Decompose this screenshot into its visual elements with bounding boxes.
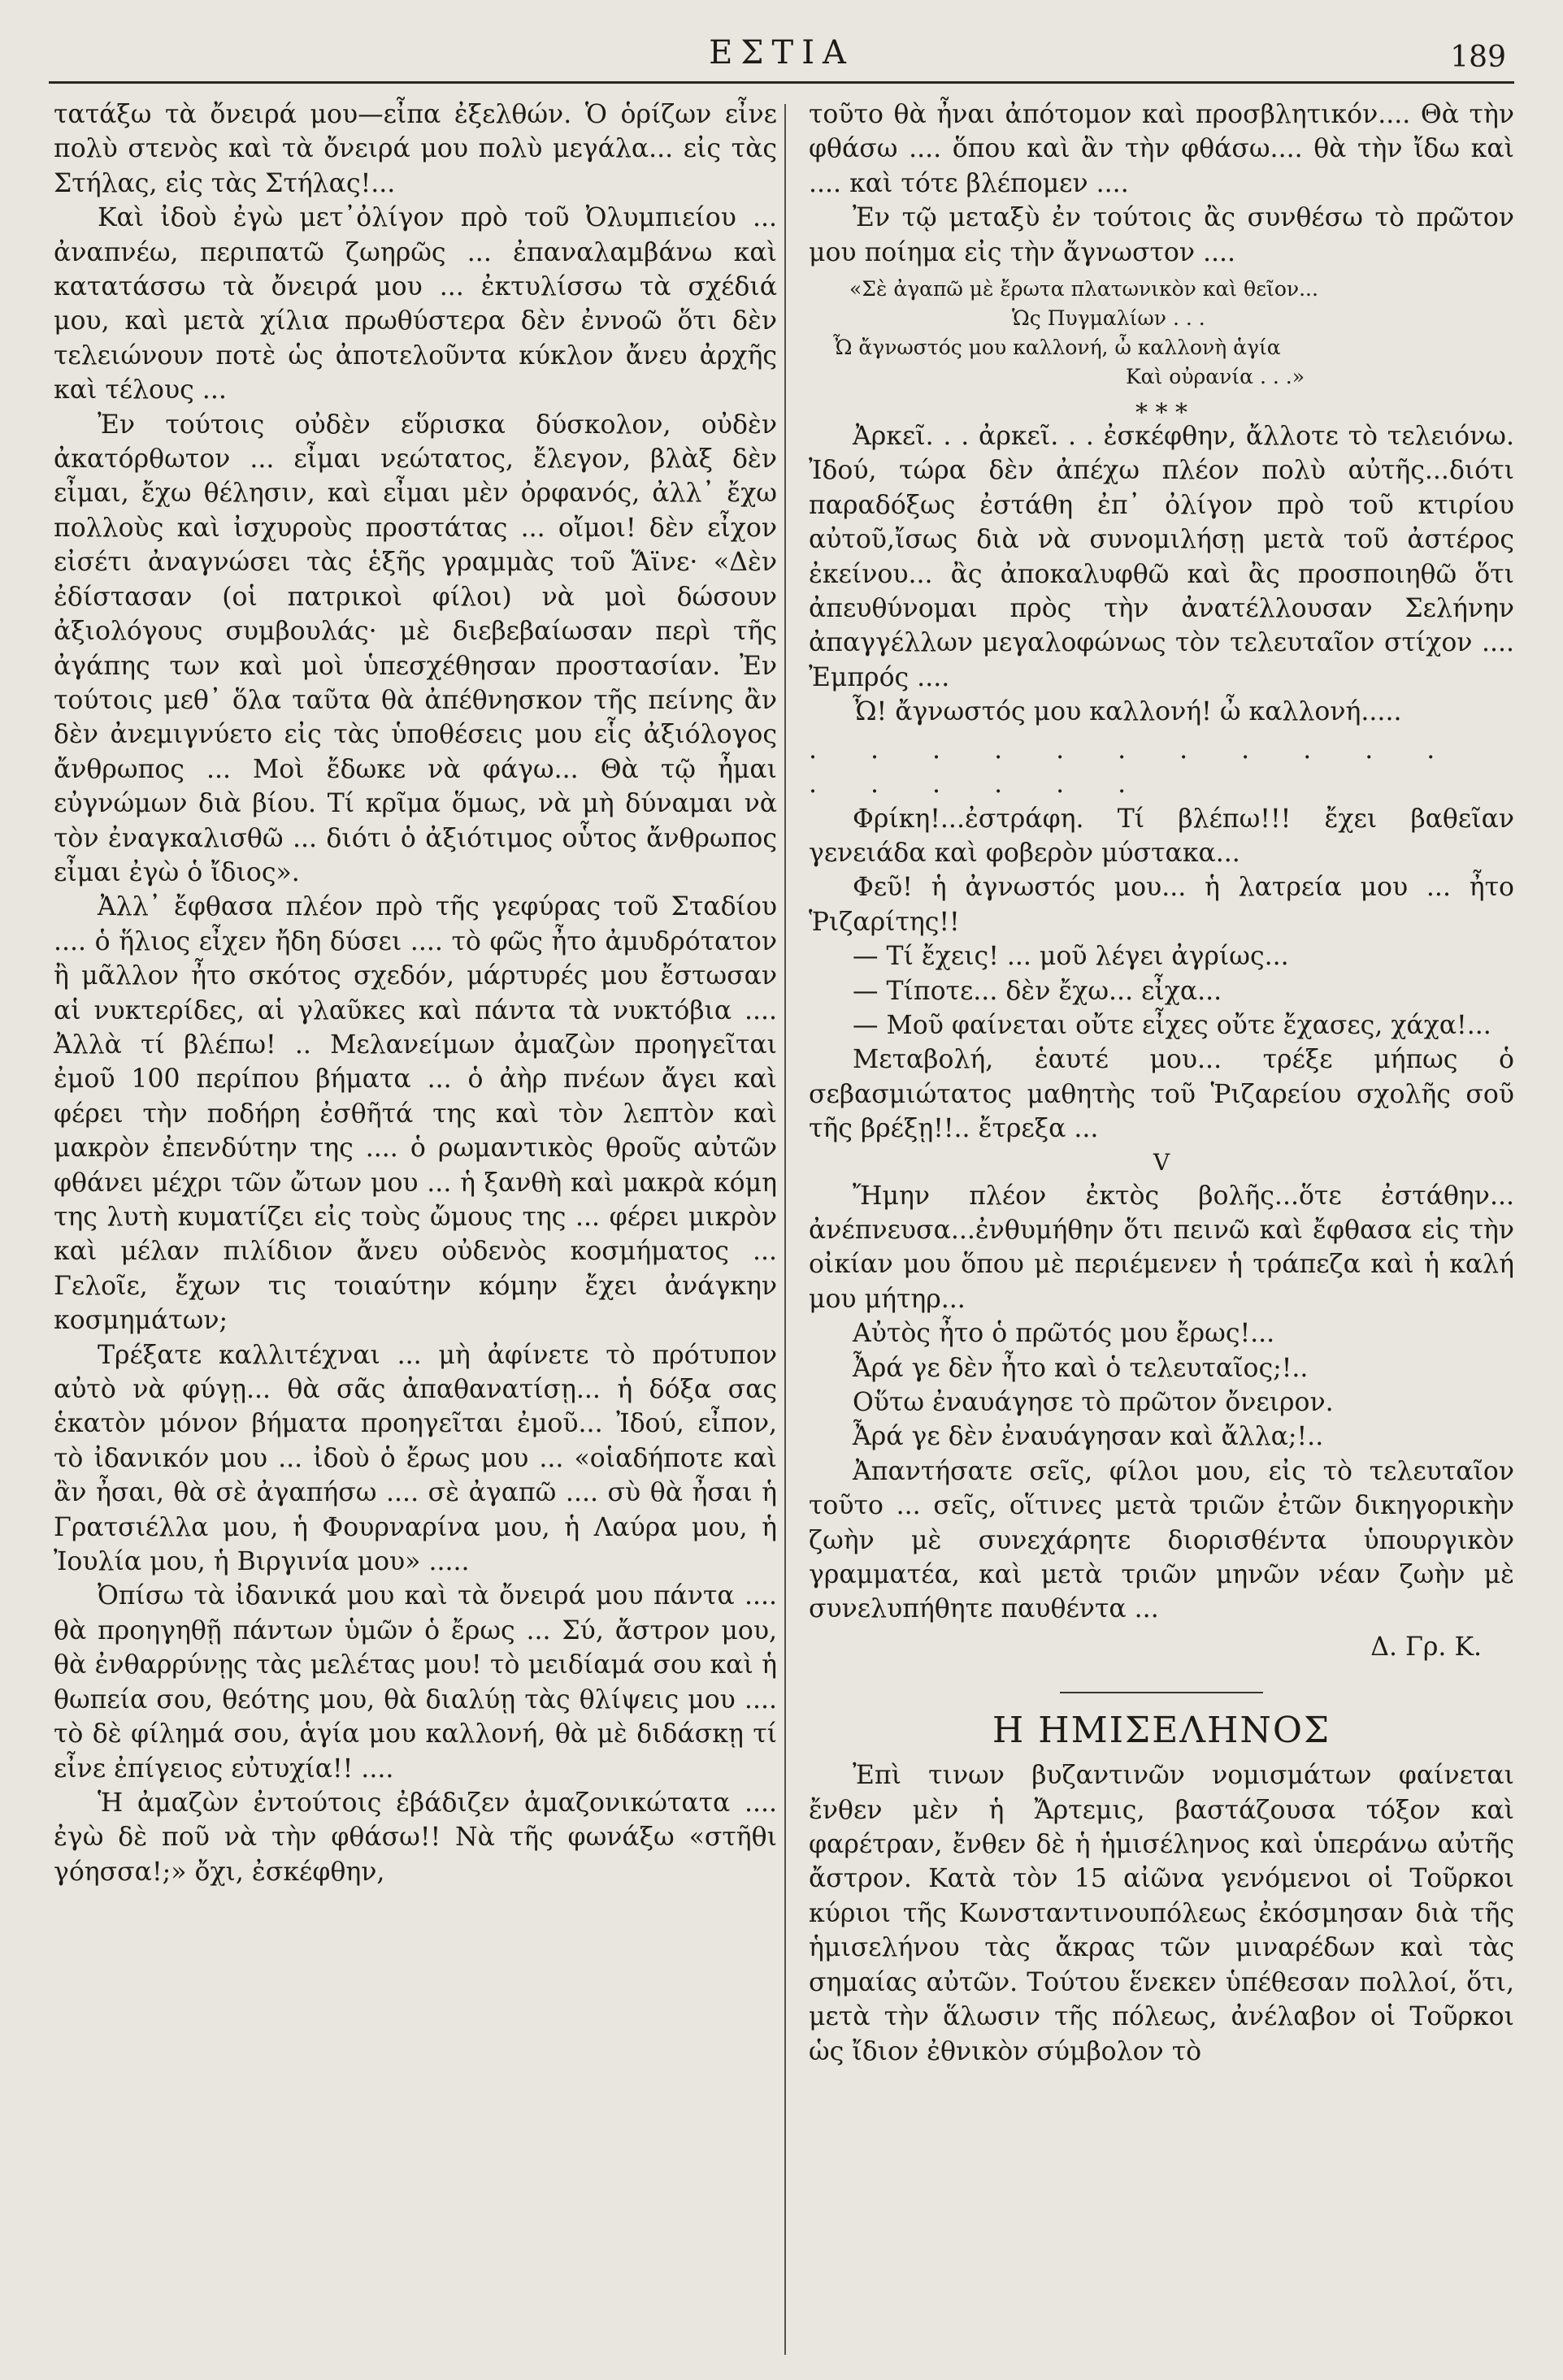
verse-line: Καὶ οὐρανία . . .» bbox=[1126, 365, 1305, 389]
paragraph: — Μοῦ φαίνεται οὔτε εἶχες οὔτε ἔχασες, χάχα!... bbox=[853, 1010, 1491, 1040]
verse-line: Ὡς Πυγμαλίων . . . bbox=[1012, 306, 1205, 331]
verse-line: Ὦ ἄγνωστός μου καλλονή, ὦ καλλονὴ ἁγία bbox=[833, 336, 1281, 360]
article-title: Η ΗΜΙΣΕΛΗΝΟΣ bbox=[992, 1710, 1331, 1752]
section-rule bbox=[1060, 1692, 1263, 1693]
paragraph: — Τίποτε... δὲν ἔχω... εἶχα... bbox=[853, 976, 1222, 1006]
paragraph: Ἀπαντήσατε σεῖς, φίλοι μου, εἰς τὸ τελευταῖον τοῦτο ... σεῖς, οἵτινες μετὰ τριῶν ἐτῶν δικηγορικὴν ζωὴν μὲ συνεχάρητε διορισθέντα ὑπουργικὸν γραμματέα, καὶ μετὰ τριῶν μηνῶν νέαν ζωὴν μὲ συνελυπήθητε παυθέντα ... bbox=[809, 1456, 1514, 1624]
paragraph: Μεταβολή, ἑαυτέ μου... τρέξε μήπως ὁ σεβασμιώτατος μαθητὴς τοῦ Ῥιζαρείου σχολῆς σοῦ τῆς βρέξῃ!!.. ἔτρεξα ... bbox=[809, 1045, 1514, 1144]
paragraph: Ἆρά γε δὲν ἦτο καὶ ὁ τελευταῖος;!.. bbox=[853, 1353, 1309, 1383]
paragraph: Ἐπὶ τινων βυζαντινῶν νομισμάτων φαίνεται ἔνθεν μὲν ἡ Ἄρτεμις, βαστάζουσα τόξον καὶ φαρέτραν, ἔνθεν δὲ ἡ ἡμισέληνος καὶ ὑπεράνω αὐτῆς ἄστρον. Κατὰ τὸν 15 αἰῶνα γενόμενοι οἱ Τοῦρκοι κύριοι τῆς Κωνσταντινουπόλεως ἐκόσμησαν διὰ τῆς ἡμισελήνου τὰς ἄκρας τῶν μιναρέδων καὶ τὰς σημαίας αὐτῶν. Τούτου ἕνεκεν ὑπέθεσαν πολλοί, ὅτι, μετὰ τὴν ἅλωσιν τῆς πόλεως, ἀνέλαβον οἱ Τοῦρκοι ὡς ἴδιον ἐθνικὸν σύμβολον τὸ bbox=[809, 1761, 1514, 2066]
page-header bbox=[49, 23, 1514, 84]
paragraph: Ἀρκεῖ. . . ἀρκεῖ. . . ἐσκέφθην, ἄλλοτε τὸ τελειόνω. Ἰδού, τώρα δὲν ἀπέχω πλέον πολὺ αὐτῆς...διότι παραδόξως ἐστάθη ἐπ᾽ ὀλίγον πρὸ τοῦ κτιρίου αὐτοῦ,ἴσως διὰ νὰ συνομιλήσῃ μετὰ τοῦ ἀστέρος ἐκείνου... ἂς ἀποκαλυφθῶ καὶ ἂς προσποιηθῶ ὅτι ἀπευθύνομαι πρὸς τὴν ἀνατέλλουσαν Σελήνην ἀπαγγέλλων μεγαλοφώνως τὸν τελευταῖον στίχον .... Ἐμπρός .... bbox=[809, 422, 1514, 692]
paragraph: Τρέξατε καλλιτέχναι ... μὴ ἀφίνετε τὸ πρότυπον αὐτὸ νὰ φύγῃ... θὰ σᾶς ἀπαθανατίσῃ... ἡ δόξα σας ἑκατὸν μόνον βήματα προηγεῖται ἐμοῦ... Ἰδού, εἶπον, τὸ ἰδανικόν μου ... ἰδοὺ ὁ ἔρως μου ... «οἱαδήποτε καὶ ἂν ἦσαι, θὰ σὲ ἀγαπήσω .... σὲ ἀγαπῶ .... σὺ θὰ ἦσαι ἡ Γρατσιέλλα μου, ἡ Φουρναρίνα μου, ἡ Λαύρα μου, ἡ Ἰουλία μου, ἡ Βιργινία μου» ..... bbox=[54, 1340, 777, 1577]
page-number: 189 bbox=[1450, 41, 1506, 74]
section-number: V bbox=[1153, 1148, 1170, 1176]
right-column bbox=[809, 98, 1514, 2069]
paragraph: Ἐν τούτοις οὐδὲν εὕρισκα δύσκολον, οὐδὲν ἀκατόρθωτον ... εἶμαι νεώτατος, ἔλεγον, βλὰξ δὲν εἶμαι, ἔχω θέλησιν, καὶ εἶμαι μὲν ὀρφανός, ἀλλ᾽ ἔχω πολλοὺς καὶ ἰσχυροὺς προστάτας ... οἴμοι! δὲν εἶχον εἰσέτι ἀναγνώσει τὰς ἑξῆς γραμμὰς τοῦ Ἅϊνε· «Δὲν ἐδίστασαν (οἱ πατρικοὶ φίλοι) νὰ μοὶ δώσουν ἀξιολόγους συμβουλάς· μὲ διεβεβαίωσαν περὶ τῆς ἀγάπης των καὶ μοὶ ὑπεσχέθησαν προστασίαν. Ἐν τούτοις μεθ᾽ ὅλα ταῦτα θὰ ἀπέθνησκον τῆς πείνης ἂν δὲν ἀνεμιγνύετο εἰς τὰς ὑποθέσεις μου εἷς ἀξιόλογος ἄνθρωπος ... Μοὶ ἔδωκε νὰ φάγω... Θὰ τῷ ἦμαι εὐγνώμων διὰ βίου. Τί κρῖμα ὅμως, νὰ μὴ δύναμαι νὰ τὸν ἐναγκαλισθῶ ... διότι ὁ ἀξιότιμος οὗτος ἄνθρωπος εἶμαι ἐγὼ ὁ ἴδιος». bbox=[54, 410, 777, 887]
paragraph: τατάξω τὰ ὄνειρά μου—εἶπα ἐξελθών. Ὁ ὁρίζων εἶνε πολὺ στενὸς καὶ τὰ ὄνειρά μου πολὺ μεγάλα... εἰς τὰς Στήλας, εἰς τὰς Στήλας!... bbox=[54, 100, 777, 198]
column-divider bbox=[784, 104, 786, 2355]
paragraph: Ὦ! ἄγνωστός μου καλλονή! ὦ καλλονή..... bbox=[853, 697, 1402, 727]
dotted-line: . . . . . . . . . . . . . . . . . bbox=[809, 735, 1458, 800]
left-column bbox=[54, 98, 777, 1889]
paragraph: Φρίκη!...ἐστράφη. Τί βλέπω!!! ἔχει βαθεῖαν γενειάδα καὶ φοβερὸν μύστακα... bbox=[809, 804, 1514, 868]
paragraph: Ἤμην πλέον ἐκτὸς βολῆς...ὅτε ἐστάθην... ἀνέπνευσα...ἐνθυμήθην ὅτι πεινῶ καὶ ἔφθασα εἰς τὴν οἰκίαν μου ὅπου μὲ περιέμενεν ἡ τράπεζα καὶ ἡ καλή μου μήτηρ... bbox=[809, 1181, 1514, 1314]
paragraph: Καὶ ἰδοὺ ἐγὼ μετ᾽ὀλίγον πρὸ τοῦ Ὀλυμπιείου ... ἀναπνέω, περιπατῶ ζωηρῶς ... ἐπαναλαμβάνω καὶ κατατάσσω τὰ ὄνειρά μου ... ἐκτυλίσσω τὰ σχέδιά μου, καὶ μετὰ χίλια πρωθύστερα δὲν ἐννοῶ ὅτι δὲν τελειώνουν ποτὲ ὡς ἀποτελοῦντα κύκλον ἄνευ ἀρχῆς καὶ τέλους ... bbox=[54, 203, 777, 405]
author-signature: Δ. Γρ. Κ. bbox=[1370, 1632, 1482, 1662]
paragraph: Ἐν τῷ μεταξὺ ἐν τούτοις ἂς συνθέσω τὸ πρῶτον μου ποίημα εἰς τὴν ἄγνωστον .... bbox=[809, 203, 1514, 267]
asterism-separator: ⁎ ⁎ ⁎ bbox=[1135, 391, 1188, 420]
paragraph: Ἡ ἀμαζὼν ἐντούτοις ἐβάδιζεν ἀμαζονικώτατα .... ἐγὼ δὲ ποῦ νὰ τὴν φθάσω!! Νὰ τῆς φωνάξω «στῆθι γόησσα!;» ὄχι, ἐσκέφθην, bbox=[54, 1788, 777, 1887]
paragraph: τοῦτο θὰ ἦναι ἀπότομον καὶ προσβλητικόν.... Θὰ τὴν φθάσω .... ὅπου καὶ ἂν τὴν φθάσω.... θὰ τὴν ἴδω καὶ .... καὶ τότε βλέπομεν .... bbox=[809, 100, 1514, 198]
paragraph: Ὀπίσω τὰ ἰδανικά μου καὶ τὰ ὄνειρά μου πάντα .... θὰ προηγηθῇ πάντων ὑμῶν ὁ ἔρως ... Σύ, ἄστρον μου, θὰ ἐνθαρρύνῃς τὰς μελέτας μου! τὸ μειδίαμά σου καὶ ἡ θωπεία σου, θεότης μου, θὰ διαλύῃ τὰς θλίψεις μου .... τὸ δὲ φίλημά σου, ἁγία μου καλλονή, θὰ μὲ διδάσκῃ τί εἶνε ἐπίγειος εὐτυχία!! .... bbox=[54, 1581, 777, 1784]
paragraph: Οὕτω ἐναυάγησε τὸ πρῶτον ὄνειρον. bbox=[853, 1388, 1334, 1417]
verse-line: «Σὲ ἀγαπῶ μὲ ἔρωτα πλατωνικὸν καὶ θεῖον... bbox=[849, 277, 1318, 301]
paragraph: — Τί ἔχεις! ... μοῦ λέγει ἀγρίως... bbox=[853, 942, 1289, 972]
paragraph: Αὐτὸς ἦτο ὁ πρῶτός μου ἔρως!... bbox=[853, 1319, 1275, 1349]
poem-verse bbox=[833, 275, 1514, 392]
paragraph: Ἀλλ᾽ ἔφθασα πλέον πρὸ τῆς γεφύρας τοῦ Σταδίου .... ὁ ἥλιος εἶχεν ἤδη δύσει .... τὸ φῶς ἦτο ἀμυδρότατον ἢ μᾶλλον ἦτο σκότος σχεδόν, μάρτυρές μου ἔστωσαν αἱ νυκτερίδες, αἱ γλαῦκες καὶ πάντα τὰ νυκτόβια .... Ἀλλὰ τί βλέπω! .. Μελανείμων ἀμαζὼν προηγεῖται ἐμοῦ 100 περίπου βήματα ... ὁ ἀὴρ πνέων ἄγει καὶ φέρει τὴν ποδήρη ἐσθῆτά της καὶ τὸν λεπτὸν καὶ μακρὸν ἐπενδύτην της .... ὁ ρωμαντικὸς θροῦς αὐτῶν φθάνει μέχρι τῶν ὤτων μου ... ἡ ξανθὴ καὶ μακρὰ κόμη της λυτὴ κυματίζει εἰς τοὺς ὤμους της ... φέρει μικρὸν καὶ μέλαν πιλίδιον ἄνευ οὐδενὸς κοσμήματος ... Γελοῖε, ἔχων τις τοιαύτην κόμην ἔχει ἀνάγκην κοσμημάτων; bbox=[54, 892, 777, 1336]
paragraph: Φεῦ! ἡ ἀγνωστός μου... ἡ λατρεία μου ... ἦτο Ῥιζαρίτης!! bbox=[809, 873, 1514, 937]
paragraph: Ἆρά γε δὲν ἐναυάγησαν καὶ ἄλλα;!.. bbox=[853, 1422, 1324, 1452]
journal-title: ΕΣΤΙΑ bbox=[709, 34, 854, 72]
